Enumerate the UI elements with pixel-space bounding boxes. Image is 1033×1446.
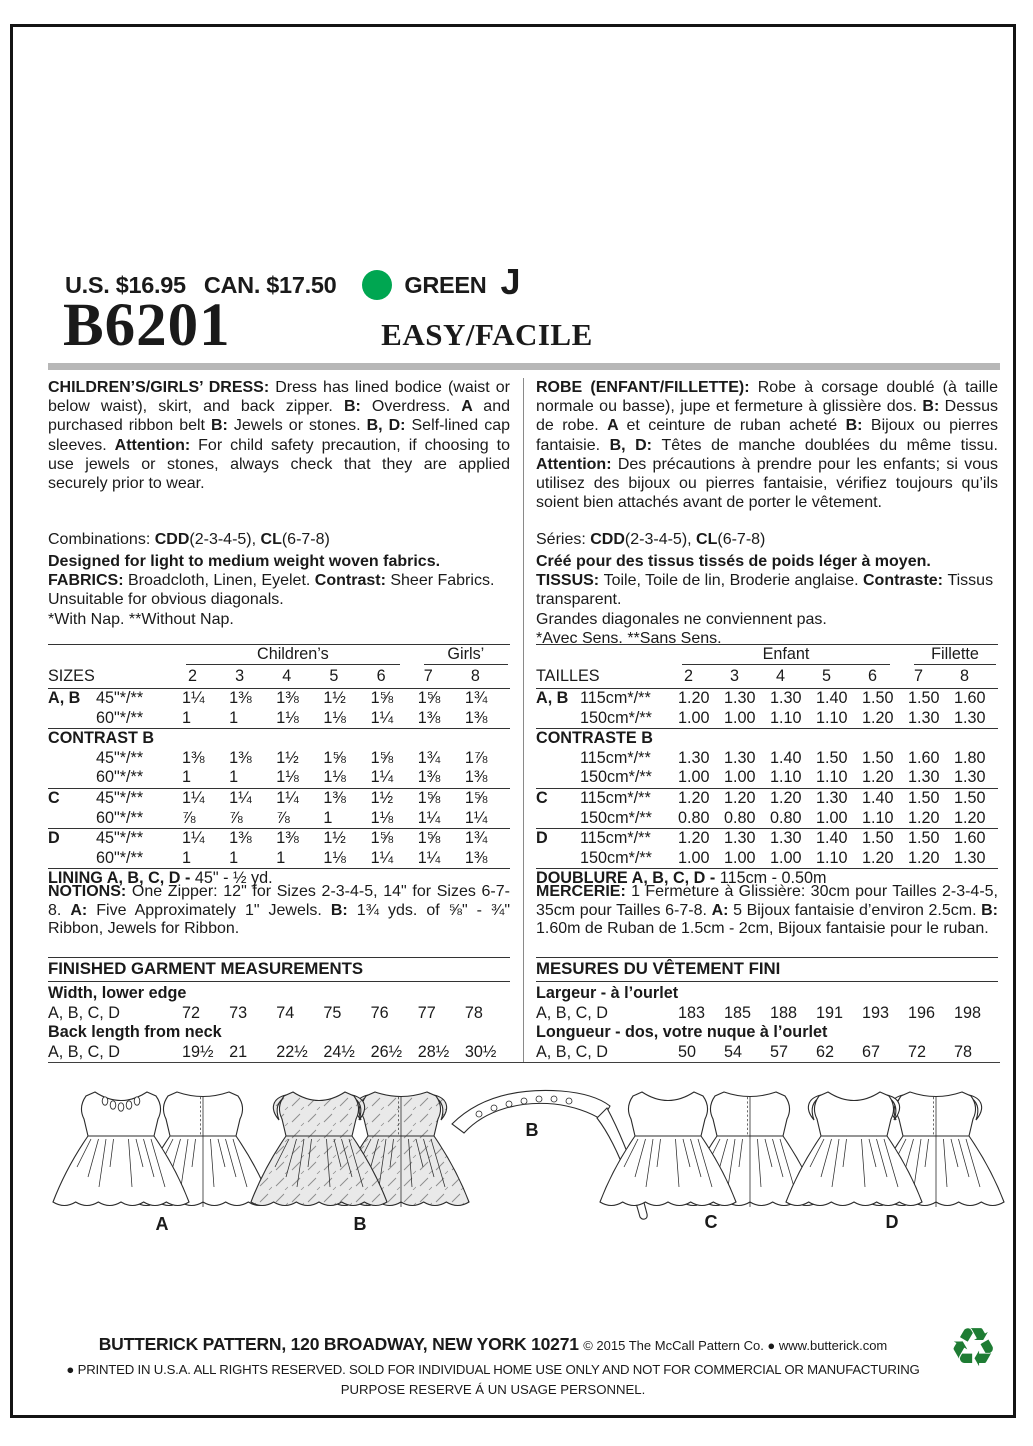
usage-line: PURPOSE RESERVE Á UN USAGE PERSONNEL. — [340, 1382, 646, 1397]
table-cell: 1.50 — [862, 748, 894, 767]
table-cell: A, B, C, D — [536, 1042, 608, 1061]
table-cell: 1⅜ — [417, 768, 441, 787]
code-letter: J — [500, 261, 521, 302]
fabric-line: transparent. — [536, 591, 622, 609]
us-price: U.S. $16.95 — [65, 271, 186, 298]
table-cell: 1.50 — [908, 829, 940, 848]
table-cell — [536, 709, 580, 729]
table-cell: 60"*/** — [96, 848, 144, 867]
table-cell: C — [48, 788, 60, 807]
table-cell: 1⅝ — [417, 689, 441, 707]
table-cell: Back length from neck — [48, 1023, 222, 1041]
table-cell: 183 — [678, 1003, 706, 1022]
table-cell: 1½ — [370, 788, 394, 807]
table-cell: 1.30 — [954, 848, 986, 867]
table-cell: 7 — [423, 667, 433, 685]
lining-note: DOUBLURE A, B, C, D - 115cm - 0.50m — [536, 869, 827, 888]
svg-text:B: B — [353, 1214, 367, 1234]
table-cell: 1.20 — [862, 708, 894, 727]
fabrics-en — [48, 552, 510, 644]
notions-en: NOTIONS: One Zipper: 12" for Sizes 2-3-4-5, 14" for Sizes 6-7-8. A: Five Approximately 1" Jewels. B: 1¾ yds. of ⅝" - ¾" Ribbon, Jewels for Ribbon. — [48, 883, 511, 938]
notions-fr: MERCERIE: 1 Fermeture à Glissière: 30cm pour Tailles 2-3-4-5, 35cm pour Tailles 6-7-8. A: 5 Bijoux fantaisie d’environ 2.5cm. B: 1.60m de Ruban de 1.5cm - 2cm, Bijoux fantaisie pour le ruban. — [536, 883, 999, 938]
table-cell: 1⅝ — [464, 788, 488, 807]
table-row — [48, 667, 510, 689]
table-cell: 150cm*/** — [580, 768, 652, 787]
difficulty-label: EASY/FACILE — [381, 317, 593, 352]
table-cell: 1¼ — [182, 689, 205, 707]
table-row — [536, 644, 998, 667]
table-cell: 1¼ — [182, 829, 205, 848]
table-cell: Width, lower edge — [48, 984, 187, 1002]
table-cell: 1.20 — [908, 808, 940, 827]
table-cell: 7 — [914, 667, 924, 685]
garment-description-en: CHILDREN’S/GIRLS’ DRESS: Dress has lined bodice (waist or below waist), skirt, and back zipper. B: Overdress. A and purchased ribbon belt B: Jewels or stones. B, D: Self-lined cap sleeves. Attention: For child safety precaution, if choosing to use jewels or stones, always check that they are applied securely prior to wear. — [48, 379, 511, 493]
table-cell: 1.00 — [678, 708, 710, 727]
table-cell: 4 — [776, 667, 786, 685]
table-cell — [536, 809, 580, 829]
table-cell: 1⅛ — [323, 708, 346, 727]
table-cell: 1.50 — [862, 829, 894, 848]
fabric-line: Créé pour des tissus tissés de poids léger à moyen. — [536, 553, 931, 570]
table-cell: ⅞ — [229, 808, 243, 827]
english-column — [48, 378, 510, 1062]
table-cell: 1.20 — [770, 788, 802, 807]
table-cell: 1.50 — [908, 788, 940, 807]
svg-text:B: B — [525, 1120, 539, 1140]
table-cell: 1.20 — [862, 768, 894, 787]
table-cell: 1¼ — [182, 788, 205, 807]
table-cell: 1.10 — [770, 708, 802, 727]
table-cell: 1⅜ — [464, 768, 488, 787]
table-cell: 1.80 — [954, 748, 986, 767]
table-cell: 73 — [229, 1003, 248, 1022]
table-cell: 1⅝ — [370, 689, 394, 707]
table-row — [48, 709, 510, 730]
table-cell: 2 — [188, 667, 198, 685]
table-cell: 1⅞ — [464, 748, 488, 767]
table-cell: 1⅜ — [229, 748, 252, 767]
table-cell: 150cm*/** — [580, 708, 652, 727]
table-cell: 1⅝ — [370, 748, 394, 767]
table-cell: 45"*/** — [96, 788, 144, 807]
table-cell: 26½ — [370, 1042, 403, 1061]
table-cell: 8 — [470, 667, 480, 685]
table-cell: 1 — [229, 708, 239, 727]
table-cell: 150cm*/** — [580, 848, 652, 867]
french-column — [536, 378, 998, 1062]
table-cell: 72 — [908, 1042, 927, 1061]
table-row — [536, 768, 998, 789]
table-cell: 74 — [276, 1003, 295, 1022]
table-cell: 1¼ — [370, 708, 394, 727]
table-cell: 75 — [323, 1003, 342, 1022]
fabric-line: *With Nap. **Without Nap. — [48, 610, 234, 628]
table-cell: Largeur - à l’ourlet — [536, 984, 679, 1002]
table-cell: 3 — [235, 667, 245, 685]
lining-note: LINING A, B, C, D - 45" - ½ yd. — [48, 869, 273, 888]
table-cell: 45"*/** — [96, 689, 144, 707]
table-cell: 193 — [862, 1003, 890, 1022]
table-cell: 24½ — [323, 1042, 355, 1061]
table-cell: 1¼ — [417, 848, 441, 867]
table-row — [536, 849, 998, 870]
table-cell: Children’s — [186, 645, 400, 665]
table-cell: D — [536, 829, 548, 848]
table-cell: 1.20 — [862, 848, 894, 867]
table-cell: 1.30 — [816, 788, 848, 807]
table-cell: 1⅜ — [276, 689, 299, 707]
table-cell: 188 — [770, 1003, 798, 1022]
table-row — [48, 984, 510, 1004]
table-cell: 1.30 — [908, 708, 940, 727]
table-cell: 191 — [816, 1003, 844, 1022]
table-cell: TAILLES — [536, 667, 600, 685]
table-cell: 1.20 — [678, 689, 710, 707]
yardage-table-fr — [536, 644, 998, 888]
table-cell: 1.50 — [954, 788, 986, 807]
table-cell: 5 — [329, 667, 339, 685]
footer — [41, 1334, 945, 1397]
table-cell: 1¼ — [370, 768, 394, 787]
table-row — [536, 1023, 998, 1043]
table-cell: 1¼ — [464, 808, 488, 827]
table-cell: 57 — [770, 1042, 789, 1061]
table-cell — [48, 749, 96, 769]
table-row — [48, 1004, 510, 1024]
table-cell: ⅞ — [182, 808, 196, 827]
green-label: GREEN — [404, 271, 487, 298]
table-row — [536, 667, 998, 689]
table-cell: 77 — [417, 1003, 436, 1022]
table-cell: 1.00 — [724, 768, 756, 787]
fabric-line: Unsuitable for obvious diagonals. — [48, 591, 284, 609]
table-cell: 78 — [464, 1003, 483, 1022]
table-cell: 0.80 — [678, 808, 710, 827]
table-cell: 115cm*/** — [580, 689, 651, 707]
table-cell: 1.40 — [816, 689, 848, 707]
table-cell: 1.20 — [678, 829, 710, 848]
title-row — [63, 291, 1003, 361]
table-cell: 1⅛ — [276, 768, 299, 787]
table-cell: 1.10 — [770, 768, 802, 787]
table-cell: 1.00 — [724, 848, 756, 867]
table-cell: 6 — [868, 667, 878, 685]
table-cell: D — [48, 829, 60, 848]
table-cell: 1¾ — [464, 829, 488, 848]
table-cell: 2 — [684, 667, 694, 685]
table-cell: CONTRASTE B — [536, 729, 653, 748]
fabric-line: *Avec Sens. **Sans Sens. — [536, 629, 722, 647]
table-row — [536, 729, 998, 749]
table-cell: 6 — [376, 667, 386, 685]
table-cell: 22½ — [276, 1042, 308, 1061]
table-cell — [536, 645, 676, 668]
table-row — [48, 689, 510, 709]
table-cell: 0.80 — [770, 808, 802, 827]
table-cell: A, B, C, D — [48, 1003, 120, 1022]
table-cell: 1¾ — [417, 748, 441, 767]
table-cell: 76 — [370, 1003, 389, 1022]
table-row — [536, 829, 998, 849]
table-cell: 1.50 — [862, 689, 894, 707]
table-cell: 1.30 — [770, 689, 802, 707]
table-cell: 1.00 — [678, 768, 710, 787]
publisher-address: BUTTERICK PATTERN, 120 BROADWAY, NEW YORK 10271 — [98, 1334, 579, 1354]
fabric-line: Designed for light to medium weight woven fabrics. — [48, 553, 441, 570]
table-cell: 1¼ — [417, 808, 441, 827]
table-cell: 60"*/** — [96, 768, 144, 787]
table-cell: 1.20 — [724, 788, 756, 807]
table-cell: 45"*/** — [96, 748, 144, 767]
table-cell: 1 — [182, 768, 192, 787]
svg-text:C: C — [704, 1212, 718, 1232]
table-cell: 1 — [182, 848, 192, 867]
table-cell: 19½ — [182, 1042, 214, 1061]
table-cell: 1.00 — [678, 848, 710, 867]
table-cell — [48, 849, 96, 869]
table-cell: 1½ — [323, 689, 346, 707]
table-cell: 1.40 — [862, 788, 894, 807]
table-row — [536, 809, 998, 830]
garment-views-illustration — [16, 1078, 1016, 1278]
table-cell: 1 — [276, 848, 286, 867]
table-cell: 1⅝ — [370, 829, 394, 848]
table-cell: 1.50 — [816, 748, 848, 767]
table-row — [48, 1043, 510, 1063]
table-cell: 198 — [954, 1003, 982, 1022]
table-row — [48, 749, 510, 769]
table-cell: 54 — [724, 1042, 743, 1061]
table-cell: 1.40 — [816, 829, 848, 848]
table-cell: 1.60 — [954, 829, 986, 848]
table-cell: 1.30 — [678, 748, 710, 767]
border-frame — [10, 24, 1016, 1418]
table-cell: 1⅜ — [417, 708, 441, 727]
table-cell: 115cm*/** — [580, 788, 651, 807]
table-cell: 8 — [960, 667, 970, 685]
table-cell: 21 — [229, 1042, 248, 1061]
table-cell: 1.30 — [770, 829, 802, 848]
table-cell: 1⅝ — [417, 788, 441, 807]
table-cell: 1.30 — [724, 689, 756, 707]
table-cell: 1.60 — [908, 748, 940, 767]
table-cell: 60"*/** — [96, 808, 144, 827]
table-cell: 1¾ — [464, 689, 488, 707]
table-cell: 1.10 — [862, 808, 894, 827]
table-cell: 60"*/** — [96, 708, 144, 727]
table-cell: Girls’ — [424, 645, 508, 665]
table-cell: A, B, C, D — [48, 1042, 120, 1061]
combinations-fr: Séries: CDD(2-3-4-5), CL(6-7-8) — [536, 531, 766, 548]
table-cell: 3 — [730, 667, 740, 685]
svg-text:A: A — [155, 1214, 169, 1234]
divider-bar — [48, 363, 1000, 370]
table-cell: 1 — [182, 708, 192, 727]
table-cell: 1¼ — [370, 848, 394, 867]
table-cell: 1¼ — [276, 788, 299, 807]
table-row — [48, 849, 510, 870]
table-cell: 1.20 — [908, 848, 940, 867]
can-price: CAN. $17.50 — [203, 271, 337, 298]
table-cell: 45"*/** — [96, 829, 144, 848]
fabric-line: FABRICS: Broadcloth, Linen, Eyelet. Contrast: Sheer Fabrics. — [48, 572, 495, 590]
table-row — [48, 729, 510, 749]
table-cell: 1⅝ — [323, 748, 346, 767]
table-cell: 1⅛ — [323, 848, 346, 867]
table-cell: 1½ — [276, 748, 299, 767]
recycle-icon: ♻ — [949, 1316, 998, 1379]
table-cell: 0.80 — [724, 808, 756, 827]
table-cell: 1¼ — [229, 788, 252, 807]
table-cell: 1.40 — [770, 748, 802, 767]
table-cell: 1⅜ — [229, 829, 252, 848]
table-cell: A, B — [536, 689, 569, 707]
table-cell: 72 — [182, 1003, 201, 1022]
table-cell: 5 — [822, 667, 832, 685]
table-row — [536, 1004, 998, 1024]
table-cell: 185 — [724, 1003, 752, 1022]
table-row — [536, 984, 998, 1004]
table-cell: 1⅛ — [276, 708, 299, 727]
table-row — [48, 789, 510, 809]
table-cell: 50 — [678, 1042, 697, 1061]
table-row — [536, 1043, 998, 1063]
table-cell: 1.60 — [954, 689, 986, 707]
table-row — [48, 768, 510, 789]
table-cell: 67 — [862, 1042, 881, 1061]
table-cell: 115cm*/** — [580, 829, 651, 848]
table-cell: 1.00 — [770, 848, 802, 867]
table-cell: 1⅜ — [464, 848, 488, 867]
table-cell — [536, 749, 580, 769]
publisher-line — [41, 1334, 945, 1355]
table-cell: SIZES — [48, 667, 95, 685]
table-cell: Longueur - dos, votre nuque à l’ourlet — [536, 1023, 828, 1041]
table-cell — [536, 849, 580, 869]
fabric-line: Grandes diagonales ne conviennent pas. — [536, 610, 827, 628]
table-cell: 1⅜ — [464, 708, 488, 727]
table-cell: 1.00 — [816, 808, 848, 827]
yardage-table-en — [48, 644, 510, 888]
table-cell: 1.10 — [816, 708, 848, 727]
table-cell: 1.00 — [724, 708, 756, 727]
table-cell: ⅞ — [276, 808, 290, 827]
table-cell: 1.30 — [954, 768, 986, 787]
table-cell — [48, 709, 96, 729]
table-cell: 1.20 — [954, 808, 986, 827]
fabrics-fr — [536, 552, 998, 647]
table-cell: 1⅛ — [323, 768, 346, 787]
table-cell: 1⅜ — [229, 689, 252, 707]
column-divider — [523, 378, 525, 1062]
table-cell: 1⅛ — [370, 808, 394, 827]
table-cell: Enfant — [682, 645, 890, 665]
table-row — [536, 709, 998, 730]
table-row — [536, 689, 998, 709]
table-cell: 1.30 — [954, 708, 986, 727]
table-cell: Fillette — [914, 645, 996, 665]
table-row — [48, 644, 510, 667]
table-cell: 1⅜ — [323, 788, 346, 807]
table-cell: 1.30 — [908, 768, 940, 787]
table-cell: 1.20 — [678, 788, 710, 807]
table-cell: 78 — [954, 1042, 973, 1061]
table-cell: 1.10 — [816, 848, 848, 867]
measurements-title: FINISHED GARMENT MEASUREMENTS — [48, 957, 510, 982]
table-cell: 1⅜ — [276, 829, 299, 848]
table-cell: 115cm*/** — [580, 748, 651, 767]
table-cell: 1 — [323, 808, 333, 827]
combinations-en: Combinations: CDD(2-3-4-5), CL(6-7-8) — [48, 531, 330, 548]
table-cell: 62 — [816, 1042, 835, 1061]
table-cell: A, B, C, D — [536, 1003, 608, 1022]
table-cell — [48, 809, 96, 829]
table-cell: 1.50 — [908, 689, 940, 707]
table-cell: 1⅝ — [417, 829, 441, 848]
table-row — [536, 749, 998, 769]
table-cell: 1⅜ — [182, 748, 205, 767]
garment-description-fr: ROBE (ENFANT/FILLETTE): Robe à corsage doublé (à taille normale ou basse), jupe et fermeture à glissière dos. B: Dessus de robe. A et ceinture de ruban acheté B: Bijoux ou pierres fantaisie. B, D: Têtes de manche doublées du même tissu. Attention: Des précautions à prendre pour les enfants; si vous utilisez des bijoux ou pierres fantaisie, vérifiez toujours qu’ils soient bien attachés avant de porter le vêtement. — [536, 379, 999, 512]
table-cell: 1 — [229, 768, 239, 787]
table-row — [48, 809, 510, 830]
measurements-title: MESURES DU VÊTEMENT FINI — [536, 957, 998, 982]
table-row — [48, 829, 510, 849]
table-cell: A, B — [48, 689, 81, 707]
rights-line: ● PRINTED IN U.S.A. ALL RIGHTS RESERVED. SOLD FOR INDIVIDUAL HOME USE ONLY AND NOT FOR COMMERCIAL OR MANUFACTURING — [66, 1362, 920, 1377]
table-cell: CONTRAST B — [48, 729, 155, 748]
table-cell — [48, 768, 96, 788]
table-cell: 4 — [282, 667, 292, 685]
table-cell: 30½ — [464, 1042, 497, 1061]
fabric-line: TISSUS: Toile, Toile de lin, Broderie anglaise. Contraste: Tissus — [536, 572, 994, 590]
table-cell: 1.30 — [724, 748, 756, 767]
info-columns — [48, 378, 1000, 1063]
table-cell: 150cm*/** — [580, 808, 652, 827]
table-cell: 196 — [908, 1003, 936, 1022]
table-cell — [536, 768, 580, 788]
table-cell: C — [536, 788, 548, 807]
table-row — [48, 1023, 510, 1043]
table-cell: 1½ — [323, 829, 346, 848]
pattern-number: B6201 — [63, 292, 231, 359]
table-cell — [48, 645, 180, 668]
table-cell: 1.30 — [724, 829, 756, 848]
table-row — [536, 789, 998, 809]
svg-text:D: D — [885, 1212, 899, 1232]
table-cell: 28½ — [417, 1042, 450, 1061]
copyright-text: © 2015 The McCall Pattern Co. ● www.butterick.com — [583, 1338, 888, 1353]
table-cell: 1.10 — [816, 768, 848, 787]
table-cell: 1 — [229, 848, 239, 867]
